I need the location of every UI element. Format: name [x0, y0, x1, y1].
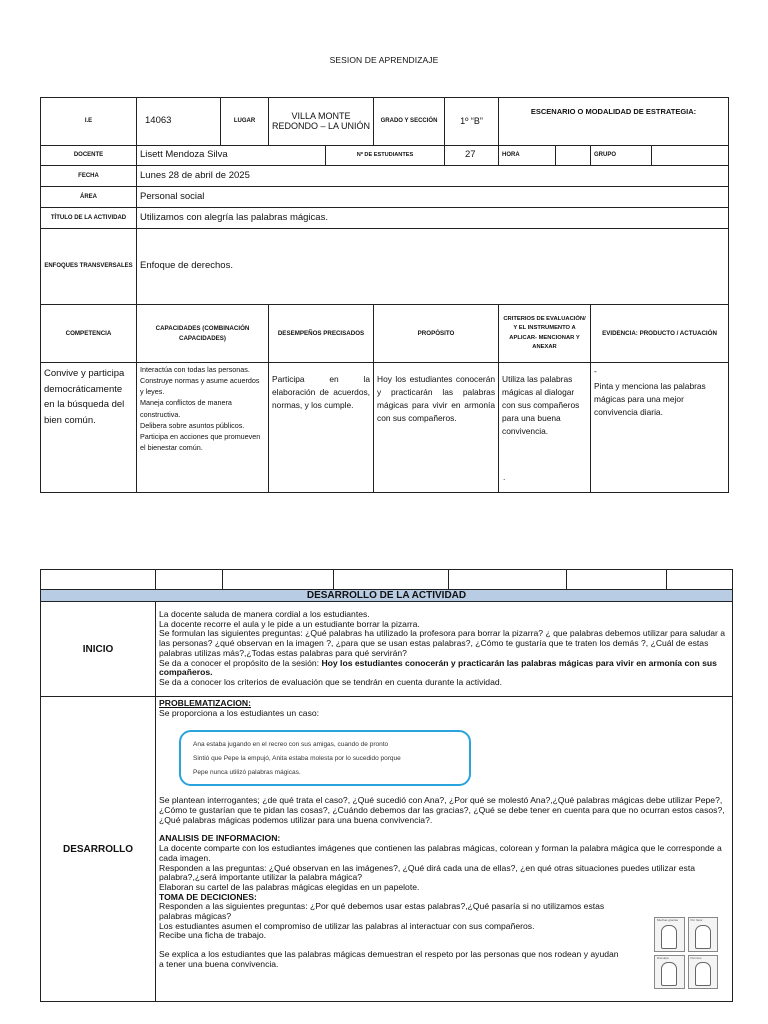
worksheet-image: Permiso	[688, 955, 719, 990]
criterios-note: .	[503, 471, 506, 482]
fecha-label: FECHA	[41, 166, 137, 187]
proposito-header: PROPÓSITO	[374, 305, 499, 363]
fecha-value: Lunes 28 de abril de 2025	[137, 166, 729, 187]
desarrollo-label: DESARROLLO	[41, 697, 156, 1002]
escenario-label: ESCENARIO O MODALIDAD DE ESTRATEGIA:	[499, 98, 729, 146]
worksheet-image: Muchas gracias	[654, 917, 685, 952]
desarrollo-content	[156, 697, 733, 1002]
desempenos-text: Participa en la elaboración de acuerdos, normas, y los cumple.	[269, 363, 374, 493]
desempenos-header: DESEMPEÑOS PRECISADOS	[269, 305, 374, 363]
analisis-line: Elaboran su cartel de las palabras mágicas elegidas en un papelote.	[159, 881, 420, 892]
interrogantes-text: Se plantean interrogantes; ¿de qué trata el caso?, ¿Qué sucedió con Ana?, ¿Por qué se molestó Ana?,¿Qué palabras mágicas debe utilizar Pepe?,¿Cómo te gustarían que te pidan las cosas?, ¿Cuándo debemos dar las gracias?, ¿Qué se debe tener en cuenta para que no ocurran estos casos?, ¿Qué palabras mágicas podemos utilizar para una buena convivencia?.	[159, 795, 725, 825]
titulo-label: TÍTULO DE LA ACTIVIDAD	[41, 208, 137, 229]
inicio-line: Se formulan las siguientes preguntas: ¿Qué palabras ha utilizado la profesora para borrar la pizarra? ¿ que palabras debemos utilizar para saludar a las personas? ¿qué observan en la imagen ?, ¿para que se usan estas palabras?, ¿Cómo te gustaría que te traten los demás ?, ¿Cuál de estas palabras utilizas más?,¿Todas estas palabras para qué servirán?	[159, 628, 726, 658]
enfoques-value: Enfoque de derechos.	[137, 229, 729, 305]
grupo-value	[652, 146, 729, 166]
ie-label: I.E	[41, 98, 137, 146]
case-line: Ana estaba jugando en el recreo con sus amigas, cuando de pronto	[193, 741, 389, 749]
grado-value: 1º “B”	[445, 98, 499, 146]
enfoques-label: ENFOQUES TRANSVERSALES	[41, 229, 137, 305]
hora-value	[556, 146, 591, 166]
desarrollo-table	[40, 569, 733, 1002]
analisis-line: Responden a las preguntas: ¿Qué observan en las imágenes?, ¿Qué dirá cada una de ellas?, ¿en qué otras situaciones puedes utilizar esta palabra?,¿será importante utilizar la palabra mágica?	[159, 862, 696, 883]
titulo-value: Utilizamos con alegría las palabras mágicas.	[137, 208, 729, 229]
capacidad-item: Construye normas y asume acuerdos y leyes.	[140, 376, 260, 397]
lugar-value: VILLA MONTE REDONDO – LA UNIÓN	[269, 98, 374, 146]
cierre-text: Se explica a los estudiantes que las palabras mágicas demuestran el respeto por las personas que nos rodean y ayudan a tener una buena convivencia.	[159, 949, 619, 969]
evidencia-text: Pinta y menciona las palabras mágicas para una mejor convivencia diaria.	[594, 381, 706, 418]
evidencia-header: EVIDENCIA: PRODUCTO / ACTUACIÓN	[591, 305, 729, 363]
inicio-line: La docente saluda de manera cordial a los estudiantes.	[159, 609, 370, 619]
docente-value: Lisett Mendoza Silva	[137, 146, 326, 166]
competencia-header: COMPETENCIA	[41, 305, 137, 363]
capacidades-list	[137, 363, 269, 493]
criterios-header: CRITERIOS DE EVALUACIÓN/ Y EL INSTRUMENTO A APLICAR- MENCIONAR Y ANEXAR	[499, 305, 591, 363]
worksheet-thumbnails	[654, 917, 718, 989]
estudiantes-label: Nº DE ESTUDIANTES	[326, 146, 445, 166]
worksheet-image: Por favor	[688, 917, 719, 952]
capacidad-item: Interactúa con todas las personas.	[140, 365, 250, 374]
grado-label: GRADO Y SECCIÓN	[374, 98, 445, 146]
decisiones-line: Responden a las siguientes preguntas: ¿Por qué debemos usar estas palabras?,¿Qué pasaría si no utilizamos estas palabras mágicas?	[159, 901, 605, 922]
inicio-line: La docente recorre el aula y le pide a un estudiante borrar la pizarra.	[159, 618, 420, 629]
desarrollo-header: DESARROLLO DE LA ACTIVIDAD	[41, 590, 733, 602]
area-value: Personal social	[137, 187, 729, 208]
area-label: ÁREA	[41, 187, 137, 208]
evidencia-cell	[591, 363, 729, 493]
case-line: Sintió que Pepe la empujó, Anita estaba molesta por lo sucedido porque	[193, 755, 401, 763]
evidencia-note: -	[594, 366, 597, 376]
capacidad-item: Delibera sobre asuntos públicos.	[140, 420, 245, 430]
case-box	[179, 730, 471, 786]
decisiones-title: TOMA DE DECICIONES:	[159, 891, 257, 902]
page-title: SESION DE APRENDIZAJE	[329, 55, 439, 65]
decisiones-line: Recibe una ficha de trabajo.	[159, 930, 267, 941]
grupo-label: GRUPO	[591, 146, 652, 166]
analisis-title: ANALISIS DE INFORMACION:	[159, 833, 281, 844]
proposito-text: Hoy los estudiantes conocerán y practicarán las palabras mágicas para vivir en armonía con sus compañeros.	[374, 363, 499, 493]
hora-label: HORA	[499, 146, 556, 166]
capacidad-item: Participa en acciones que promueven el bienestar común.	[140, 431, 261, 453]
inicio-label: INICIO	[41, 602, 156, 697]
problematizacion-title: PROBLEMATIZACION:	[159, 698, 251, 708]
inicio-proposito: Se da a conocer el propósito de la sesión: Hoy los estudiantes conocerán y practicarán las palabras mágicas para vivir en armonía con sus compañeros.	[159, 657, 717, 678]
case-line: Pepe nunca utilizó palabras mágicas.	[193, 769, 301, 777]
lugar-label: LUGAR	[221, 98, 269, 146]
capacidades-header: CAPACIDADES (COMBINACIÓN CAPACIDADES)	[137, 305, 269, 363]
inicio-content	[156, 602, 733, 697]
capacidad-item: Maneja conflictos de manera constructiva.	[140, 398, 232, 419]
criterios-cell	[499, 363, 591, 493]
worksheet-image: Disculpa	[654, 955, 685, 990]
estudiantes-value: 27	[445, 146, 499, 166]
problematizacion-intro: Se proporciona a los estudiantes un caso:	[159, 707, 320, 718]
competencia-text: Convive y participa democráticamente en la búsqueda del bien común.	[41, 363, 137, 493]
analisis-line: La docente comparte con los estudiantes imágenes que contienen las palabras mágicas, colorean y forman la palabra mágica que le corresponde a cada imagen.	[159, 843, 722, 863]
docente-label: DOCENTE	[41, 146, 137, 166]
inicio-criterios: Se da a conocer los criterios de evaluación que se tendrán en cuenta durante la actividad.	[159, 676, 503, 687]
ie-value: 14063	[137, 98, 221, 146]
session-info-table	[40, 97, 729, 493]
criterios-text: Utiliza las palabras mágicas al dialogar con sus compañeros para una buena convivencia.	[502, 374, 580, 437]
decisiones-line: Los estudiantes asumen el compromiso de utilizar las palabras al interactuar con sus compañeros.	[159, 920, 535, 931]
